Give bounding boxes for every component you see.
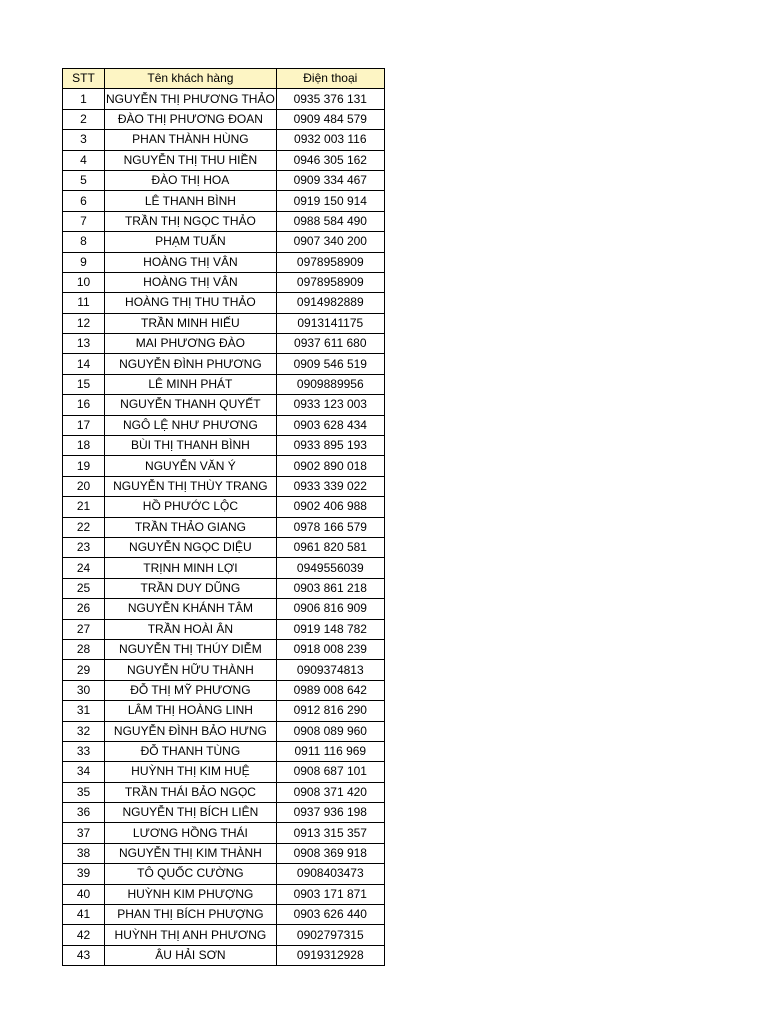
customer-name-text: ĐỖ THỊ MỸ PHƯƠNG <box>130 682 251 697</box>
customer-name-text: NGUYỄN THỊ BÍCH LIÊN <box>122 805 259 820</box>
cell-stt[interactable]: 11 <box>63 293 105 313</box>
cell-customer-name[interactable] <box>105 619 277 639</box>
cell-customer-name[interactable] <box>105 517 277 537</box>
cell-phone[interactable]: 0949556039 <box>276 558 384 578</box>
table-row <box>63 537 385 557</box>
table-row <box>63 436 385 456</box>
cell-customer-name[interactable] <box>105 211 277 231</box>
cell-phone[interactable]: 0933 339 022 <box>276 476 384 496</box>
table-row <box>63 109 385 129</box>
cell-phone[interactable]: 0978958909 <box>276 252 384 272</box>
cell-stt[interactable]: 15 <box>63 374 105 394</box>
cell-stt[interactable]: 27 <box>63 619 105 639</box>
table-row <box>63 517 385 537</box>
cell-customer-name[interactable] <box>105 313 277 333</box>
cell-customer-name[interactable] <box>105 660 277 680</box>
customer-name-text: TRẦN HOÀI ÂN <box>147 621 234 636</box>
cell-phone[interactable]: 0903 861 218 <box>276 578 384 598</box>
cell-stt[interactable]: 13 <box>63 334 105 354</box>
cell-customer-name[interactable] <box>105 374 277 394</box>
customer-name-text: TRỊNH MINH LỢI <box>143 560 238 575</box>
customer-name-text: TRẦN DUY DŨNG <box>140 580 241 595</box>
table-row <box>63 741 385 761</box>
customer-name-text: PHAN THỊ BÍCH PHƯỢNG <box>117 907 264 922</box>
cell-stt[interactable]: 39 <box>63 864 105 884</box>
cell-stt[interactable]: 26 <box>63 599 105 619</box>
customer-table <box>62 68 385 966</box>
cell-stt[interactable]: 16 <box>63 395 105 415</box>
cell-customer-name[interactable] <box>105 578 277 598</box>
table-row <box>63 843 385 863</box>
cell-phone[interactable]: 0913141175 <box>276 313 384 333</box>
cell-phone[interactable]: 0908403473 <box>276 864 384 884</box>
cell-customer-name[interactable] <box>105 558 277 578</box>
customer-name-text: HOÀNG THỊ VÂN <box>143 275 238 290</box>
cell-phone[interactable]: 0932 003 116 <box>276 130 384 150</box>
customer-name-text: HOÀNG THỊ THU THẢO <box>125 295 256 310</box>
cell-phone[interactable]: 0903 171 871 <box>276 884 384 904</box>
cell-customer-name[interactable] <box>105 762 277 782</box>
cell-phone[interactable]: 0935 376 131 <box>276 89 384 109</box>
cell-customer-name[interactable] <box>105 354 277 374</box>
cell-stt[interactable]: 35 <box>63 782 105 802</box>
table-row <box>63 130 385 150</box>
table-row <box>63 232 385 252</box>
cell-customer-name[interactable] <box>105 252 277 272</box>
customer-name-text: ĐỖ THANH TÙNG <box>140 744 241 759</box>
cell-customer-name[interactable] <box>105 803 277 823</box>
cell-phone[interactable]: 0933 895 193 <box>276 436 384 456</box>
cell-stt[interactable]: 4 <box>63 150 105 170</box>
cell-stt[interactable]: 1 <box>63 89 105 109</box>
cell-phone[interactable]: 0912 816 290 <box>276 701 384 721</box>
cell-stt[interactable]: 24 <box>63 558 105 578</box>
table-row <box>63 864 385 884</box>
table-row <box>63 313 385 333</box>
cell-customer-name[interactable] <box>105 476 277 496</box>
table-row <box>63 639 385 659</box>
customer-name-text: LÂM THỊ HOÀNG LINH <box>127 703 253 718</box>
cell-customer-name[interactable] <box>105 395 277 415</box>
cell-stt[interactable]: 12 <box>63 313 105 333</box>
table-row <box>63 803 385 823</box>
cell-stt[interactable]: 18 <box>63 436 105 456</box>
cell-phone[interactable]: 0989 008 642 <box>276 680 384 700</box>
cell-phone[interactable]: 0903 628 434 <box>276 415 384 435</box>
cell-phone[interactable]: 0902797315 <box>276 925 384 945</box>
table-row <box>63 497 385 517</box>
cell-phone[interactable]: 0911 116 969 <box>276 741 384 761</box>
cell-stt[interactable]: 40 <box>63 884 105 904</box>
cell-phone[interactable]: 0902 406 988 <box>276 497 384 517</box>
customer-name-text: NGUYỄN KHÁNH TÂM <box>127 601 253 616</box>
table-row <box>63 334 385 354</box>
table-row <box>63 599 385 619</box>
cell-phone[interactable]: 0909 546 519 <box>276 354 384 374</box>
cell-customer-name[interactable] <box>105 334 277 354</box>
cell-phone[interactable]: 0908 089 960 <box>276 721 384 741</box>
customer-name-text: PHẠM TUẤN <box>155 234 226 249</box>
cell-customer-name[interactable] <box>105 599 277 619</box>
customer-name-text: TRẦN MINH HIẾU <box>141 315 240 330</box>
table-row <box>63 415 385 435</box>
table-row <box>63 456 385 476</box>
cell-customer-name[interactable] <box>105 130 277 150</box>
cell-stt[interactable]: 42 <box>63 925 105 945</box>
cell-stt[interactable]: 28 <box>63 639 105 659</box>
cell-stt[interactable]: 34 <box>63 762 105 782</box>
customer-name-text: NGUYỄN THỊ KIM THÀNH <box>118 846 262 861</box>
cell-stt[interactable]: 29 <box>63 660 105 680</box>
table-row <box>63 211 385 231</box>
customer-name-text: NGUYỄN THANH QUYẾT <box>120 397 261 412</box>
cell-stt[interactable]: 25 <box>63 578 105 598</box>
cell-stt[interactable]: 21 <box>63 497 105 517</box>
cell-stt[interactable]: 22 <box>63 517 105 537</box>
cell-phone[interactable]: 0918 008 239 <box>276 639 384 659</box>
cell-customer-name[interactable] <box>105 721 277 741</box>
table-row <box>63 354 385 374</box>
cell-customer-name[interactable] <box>105 232 277 252</box>
cell-customer-name[interactable] <box>105 864 277 884</box>
customer-name-text: HỒ PHƯỚC LỘC <box>142 499 238 514</box>
cell-customer-name[interactable] <box>105 415 277 435</box>
table-row <box>63 293 385 313</box>
cell-stt[interactable]: 3 <box>63 130 105 150</box>
cell-phone[interactable]: 0946 305 162 <box>276 150 384 170</box>
customer-name-text: NGUYỄN THỊ THÙY TRANG <box>113 479 268 493</box>
cell-stt[interactable]: 30 <box>63 680 105 700</box>
customer-name-text: NGUYỄN HỮU THÀNH <box>127 662 254 677</box>
table-row <box>63 578 385 598</box>
cell-stt[interactable]: 31 <box>63 701 105 721</box>
table-row <box>63 395 385 415</box>
customer-name-text: TÔ QUỐC CƯỜNG <box>137 866 244 881</box>
table-row <box>63 762 385 782</box>
cell-customer-name[interactable] <box>105 272 277 292</box>
customer-name-text: LÊ MINH PHÁT <box>148 377 233 392</box>
customer-name-text: ĐÀO THỊ PHƯƠNG ĐOAN <box>117 111 263 126</box>
cell-customer-name[interactable] <box>105 823 277 843</box>
customer-name-text: TRẦN THỊ NGỌC THẢO <box>124 213 256 228</box>
cell-phone[interactable]: 0919312928 <box>276 945 384 965</box>
cell-phone[interactable]: 0908 369 918 <box>276 843 384 863</box>
customer-name-text: HUỲNH THỊ ANH PHƯƠNG <box>114 927 267 942</box>
cell-customer-name[interactable] <box>105 150 277 170</box>
table-row <box>63 680 385 700</box>
cell-stt[interactable]: 38 <box>63 843 105 863</box>
customer-name-text: LƯƠNG HỒNG THÁI <box>132 825 248 840</box>
cell-phone[interactable]: 0902 890 018 <box>276 456 384 476</box>
cell-customer-name[interactable] <box>105 89 277 109</box>
cell-phone[interactable]: 0909889956 <box>276 374 384 394</box>
table-row <box>63 89 385 109</box>
cell-customer-name[interactable] <box>105 109 277 129</box>
table-row <box>63 252 385 272</box>
table-row <box>63 558 385 578</box>
cell-stt[interactable]: 8 <box>63 232 105 252</box>
customer-name-text: NGUYỄN THỊ THU HIỀN <box>123 152 258 167</box>
table-row <box>63 272 385 292</box>
table-row <box>63 170 385 190</box>
customer-name-text: TRẦN THÁI BẢO NGỌC <box>124 784 256 799</box>
table-row <box>63 925 385 945</box>
customer-name-text: HOÀNG THỊ VÂN <box>143 254 238 269</box>
cell-customer-name[interactable] <box>105 680 277 700</box>
cell-phone[interactable]: 0937 936 198 <box>276 803 384 823</box>
cell-phone[interactable]: 0961 820 581 <box>276 537 384 557</box>
customer-name-text: HUỲNH KIM PHƯỢNG <box>127 886 254 901</box>
cell-stt[interactable]: 41 <box>63 905 105 925</box>
table-row <box>63 701 385 721</box>
customer-name-text: BÙI THỊ THANH BÌNH <box>130 438 250 453</box>
header-stt[interactable]: STT <box>63 69 105 89</box>
cell-phone[interactable]: 0978958909 <box>276 272 384 292</box>
table-row <box>63 374 385 394</box>
cell-phone[interactable]: 0919 148 782 <box>276 619 384 639</box>
customer-name-text: NGUYỄN NGỌC DIỆU <box>129 540 252 555</box>
cell-customer-name[interactable] <box>105 843 277 863</box>
cell-customer-name[interactable] <box>105 537 277 557</box>
cell-stt[interactable]: 9 <box>63 252 105 272</box>
table-row <box>63 721 385 741</box>
customer-name-text: LÊ THANH BÌNH <box>144 193 236 208</box>
cell-phone[interactable]: 0909374813 <box>276 660 384 680</box>
cell-customer-name[interactable] <box>105 925 277 945</box>
customer-name-text: NGÔ LỆ NHƯ PHƯƠNG <box>122 417 258 432</box>
table-row <box>63 884 385 904</box>
cell-customer-name[interactable] <box>105 456 277 476</box>
cell-stt[interactable]: 19 <box>63 456 105 476</box>
cell-customer-name[interactable] <box>105 436 277 456</box>
cell-customer-name[interactable] <box>105 293 277 313</box>
cell-phone[interactable]: 0978 166 579 <box>276 517 384 537</box>
table-row <box>63 782 385 802</box>
table-row <box>63 476 385 496</box>
cell-stt[interactable]: 2 <box>63 109 105 129</box>
cell-stt[interactable]: 14 <box>63 354 105 374</box>
table-row <box>63 150 385 170</box>
table-row <box>63 905 385 925</box>
cell-customer-name[interactable] <box>105 191 277 211</box>
cell-stt[interactable]: 37 <box>63 823 105 843</box>
table-row <box>63 619 385 639</box>
cell-customer-name[interactable] <box>105 639 277 659</box>
cell-stt[interactable]: 5 <box>63 170 105 190</box>
cell-phone[interactable]: 0903 626 440 <box>276 905 384 925</box>
table-row <box>63 191 385 211</box>
cell-phone[interactable]: 0933 123 003 <box>276 395 384 415</box>
cell-phone[interactable]: 0919 150 914 <box>276 191 384 211</box>
table-row <box>63 823 385 843</box>
customer-name-text: ĐÀO THỊ HOA <box>151 173 230 188</box>
customer-name-text: ÂU HẢI SƠN <box>155 947 226 962</box>
header-phone[interactable]: Điện thoại <box>276 69 384 89</box>
cell-customer-name[interactable] <box>105 945 277 965</box>
customer-name-text: NGUYỄN ĐÌNH PHƯƠNG <box>119 356 262 371</box>
cell-phone[interactable]: 0908 371 420 <box>276 782 384 802</box>
table-body <box>63 89 385 966</box>
header-row <box>63 69 385 89</box>
cell-stt[interactable]: 33 <box>63 741 105 761</box>
customer-name-text: HUỲNH THỊ KIM HUỆ <box>131 764 250 779</box>
cell-phone[interactable]: 0906 816 909 <box>276 599 384 619</box>
customer-name-text: NGUYỄN THỊ THÚY DIỄM <box>119 642 262 657</box>
customer-name-text: MAI PHƯƠNG ĐÀO <box>135 336 245 351</box>
cell-customer-name[interactable] <box>105 905 277 925</box>
customer-name-text: NGUYỄN ĐÌNH BẢO HƯNG <box>113 723 267 738</box>
cell-stt[interactable]: 17 <box>63 415 105 435</box>
cell-customer-name[interactable] <box>105 782 277 802</box>
cell-stt[interactable]: 36 <box>63 803 105 823</box>
cell-phone[interactable]: 0914982889 <box>276 293 384 313</box>
cell-phone[interactable]: 0988 584 490 <box>276 211 384 231</box>
cell-stt[interactable]: 6 <box>63 191 105 211</box>
cell-customer-name[interactable] <box>105 741 277 761</box>
cell-phone[interactable]: 0909 334 467 <box>276 170 384 190</box>
table-row <box>63 660 385 680</box>
cell-stt[interactable]: 23 <box>63 537 105 557</box>
customer-name-text: TRẦN THẢO GIANG <box>134 519 246 534</box>
cell-phone[interactable]: 0913 315 357 <box>276 823 384 843</box>
cell-phone[interactable]: 0937 611 680 <box>276 334 384 354</box>
cell-stt[interactable]: 20 <box>63 476 105 496</box>
header-customer-name[interactable]: Tên khách hàng <box>105 69 277 89</box>
cell-stt[interactable]: 10 <box>63 272 105 292</box>
table-row <box>63 945 385 965</box>
customer-name-text: NGUYỄN VĂN Ý <box>145 458 236 473</box>
cell-phone[interactable]: 0907 340 200 <box>276 232 384 252</box>
cell-phone[interactable]: 0908 687 101 <box>276 762 384 782</box>
cell-customer-name[interactable] <box>105 884 277 904</box>
cell-phone[interactable]: 0909 484 579 <box>276 109 384 129</box>
cell-customer-name[interactable] <box>105 170 277 190</box>
cell-stt[interactable]: 32 <box>63 721 105 741</box>
cell-stt[interactable]: 7 <box>63 211 105 231</box>
cell-stt[interactable]: 43 <box>63 945 105 965</box>
customer-name-text: PHAN THÀNH HÙNG <box>132 132 249 147</box>
cell-customer-name[interactable] <box>105 497 277 517</box>
cell-customer-name[interactable] <box>105 701 277 721</box>
customer-name-text: NGUYỄN THỊ PHƯƠNG THẢO <box>106 91 275 106</box>
